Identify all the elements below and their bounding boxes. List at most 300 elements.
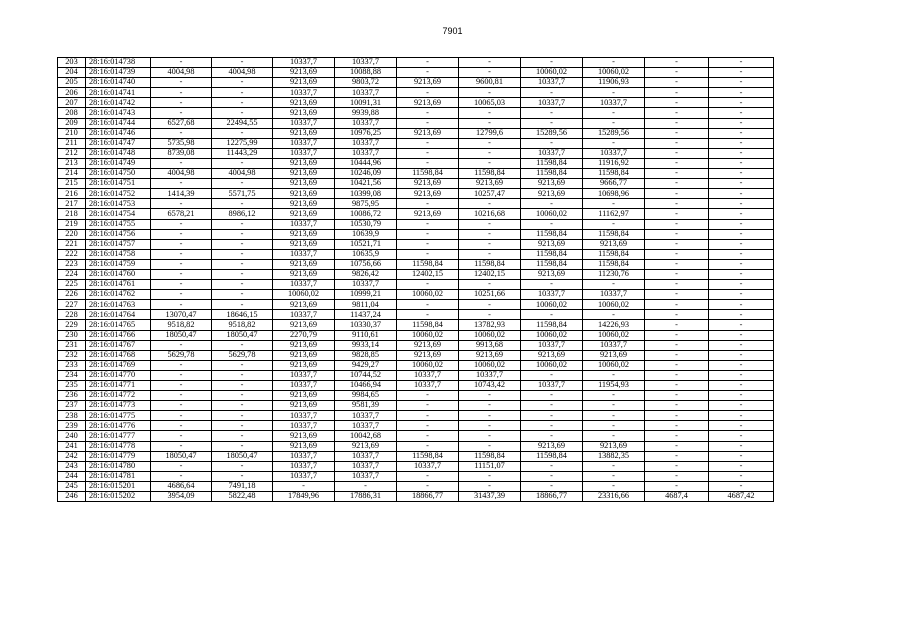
value-cell: - bbox=[397, 148, 459, 158]
value-cell: 5822,48 bbox=[212, 492, 273, 502]
cadastral-number-cell: 28:16:014772 bbox=[86, 391, 151, 401]
value-cell: 9213,69 bbox=[273, 199, 335, 209]
value-cell: - bbox=[521, 401, 583, 411]
row-number-cell: 212 bbox=[58, 148, 86, 158]
value-cell: 9213,69 bbox=[273, 431, 335, 441]
value-cell: - bbox=[212, 259, 273, 269]
value-cell: - bbox=[151, 280, 212, 290]
value-cell: 10337,7 bbox=[583, 290, 645, 300]
cadastral-number-cell: 28:16:014775 bbox=[86, 411, 151, 421]
value-cell: - bbox=[521, 461, 583, 471]
value-cell: 11598,84 bbox=[583, 169, 645, 179]
value-cell: - bbox=[645, 249, 709, 259]
table-row bbox=[58, 350, 774, 360]
value-cell: - bbox=[709, 461, 774, 471]
value-cell: - bbox=[459, 108, 521, 118]
value-cell: 10337,7 bbox=[273, 471, 335, 481]
value-cell: 17849,96 bbox=[273, 492, 335, 502]
value-cell: - bbox=[151, 179, 212, 189]
value-cell: 10060,02 bbox=[397, 290, 459, 300]
value-cell: 9213,69 bbox=[583, 441, 645, 451]
row-number-cell: 228 bbox=[58, 310, 86, 320]
value-cell: 22494,55 bbox=[212, 118, 273, 128]
value-cell: 11598,84 bbox=[521, 249, 583, 259]
value-cell: - bbox=[212, 421, 273, 431]
value-cell: 15289,56 bbox=[521, 128, 583, 138]
value-cell: - bbox=[709, 441, 774, 451]
value-cell: - bbox=[212, 98, 273, 108]
value-cell: - bbox=[521, 138, 583, 148]
value-cell: - bbox=[709, 108, 774, 118]
value-cell: - bbox=[151, 98, 212, 108]
value-cell: 9213,69 bbox=[273, 128, 335, 138]
cadastral-number-cell: 28:16:014759 bbox=[86, 259, 151, 269]
value-cell: - bbox=[151, 461, 212, 471]
value-cell: - bbox=[459, 421, 521, 431]
value-cell: - bbox=[151, 158, 212, 168]
value-cell: - bbox=[709, 88, 774, 98]
value-cell: - bbox=[709, 290, 774, 300]
row-number-cell: 208 bbox=[58, 108, 86, 118]
cadastral-number-cell: 28:16:014743 bbox=[86, 108, 151, 118]
value-cell: - bbox=[645, 280, 709, 290]
value-cell: - bbox=[212, 269, 273, 279]
value-cell: 9875,95 bbox=[335, 199, 397, 209]
cadastral-number-cell: 28:16:014778 bbox=[86, 441, 151, 451]
value-cell: 9213,69 bbox=[397, 340, 459, 350]
value-cell: 10337,7 bbox=[583, 148, 645, 158]
value-cell: 10743,42 bbox=[459, 381, 521, 391]
value-cell: - bbox=[709, 78, 774, 88]
value-cell: - bbox=[583, 481, 645, 491]
value-cell: 23316,66 bbox=[583, 492, 645, 502]
value-cell: 9213,69 bbox=[583, 239, 645, 249]
value-cell: - bbox=[583, 421, 645, 431]
table-row bbox=[58, 411, 774, 421]
value-cell: 10337,7 bbox=[273, 58, 335, 68]
value-cell: - bbox=[521, 310, 583, 320]
row-number-cell: 219 bbox=[58, 219, 86, 229]
row-number-cell: 213 bbox=[58, 158, 86, 168]
cadastral-number-cell: 28:16:014763 bbox=[86, 300, 151, 310]
value-cell: 10337,7 bbox=[273, 310, 335, 320]
value-cell: - bbox=[212, 431, 273, 441]
table-row bbox=[58, 370, 774, 380]
table-row bbox=[58, 189, 774, 199]
value-cell: - bbox=[709, 310, 774, 320]
value-cell: 9518,82 bbox=[212, 320, 273, 330]
row-number-cell: 224 bbox=[58, 269, 86, 279]
value-cell: 10337,7 bbox=[521, 148, 583, 158]
cadastral-number-cell: 28:16:014742 bbox=[86, 98, 151, 108]
value-cell: 9213,69 bbox=[397, 189, 459, 199]
value-cell: 11598,84 bbox=[521, 169, 583, 179]
value-cell: - bbox=[212, 58, 273, 68]
value-cell: 10337,7 bbox=[335, 471, 397, 481]
row-number-cell: 244 bbox=[58, 471, 86, 481]
value-cell: 9213,69 bbox=[397, 128, 459, 138]
cadastral-number-cell: 28:16:014776 bbox=[86, 421, 151, 431]
value-cell: - bbox=[583, 370, 645, 380]
row-number-cell: 232 bbox=[58, 350, 86, 360]
value-cell: - bbox=[397, 108, 459, 118]
value-cell: 9213,69 bbox=[521, 179, 583, 189]
value-cell: - bbox=[521, 280, 583, 290]
value-cell: - bbox=[397, 441, 459, 451]
value-cell: - bbox=[521, 481, 583, 491]
value-cell: - bbox=[709, 189, 774, 199]
value-cell: 10744,52 bbox=[335, 370, 397, 380]
value-cell: 9429,27 bbox=[335, 360, 397, 370]
row-number-cell: 204 bbox=[58, 68, 86, 78]
value-cell: 9213,69 bbox=[273, 158, 335, 168]
value-cell: 9666,77 bbox=[583, 179, 645, 189]
value-cell: 9213,69 bbox=[273, 68, 335, 78]
value-cell: 10337,7 bbox=[273, 280, 335, 290]
value-cell: - bbox=[645, 199, 709, 209]
row-number-cell: 225 bbox=[58, 280, 86, 290]
value-cell: - bbox=[459, 88, 521, 98]
value-cell: 10337,7 bbox=[273, 138, 335, 148]
value-cell: 4687,42 bbox=[709, 492, 774, 502]
value-cell: 12275,99 bbox=[212, 138, 273, 148]
value-cell: 18050,47 bbox=[151, 330, 212, 340]
value-cell: 10060,02 bbox=[521, 68, 583, 78]
value-cell: - bbox=[709, 401, 774, 411]
cadastral-number-cell: 28:16:014765 bbox=[86, 320, 151, 330]
value-cell: 11598,84 bbox=[459, 169, 521, 179]
value-cell: 9213,69 bbox=[521, 189, 583, 199]
value-cell: - bbox=[459, 148, 521, 158]
value-cell: - bbox=[151, 199, 212, 209]
cadastral-number-cell: 28:16:014769 bbox=[86, 360, 151, 370]
value-cell: - bbox=[151, 421, 212, 431]
value-cell: - bbox=[459, 68, 521, 78]
value-cell: - bbox=[151, 441, 212, 451]
value-cell: - bbox=[709, 169, 774, 179]
cadastral-number-cell: 28:16:014753 bbox=[86, 199, 151, 209]
value-cell: 9213,69 bbox=[273, 229, 335, 239]
value-cell: 10060,02 bbox=[583, 360, 645, 370]
value-cell: - bbox=[397, 58, 459, 68]
row-number-cell: 207 bbox=[58, 98, 86, 108]
cadastral-number-cell: 28:16:014749 bbox=[86, 158, 151, 168]
value-cell: 13882,35 bbox=[583, 451, 645, 461]
value-cell: - bbox=[521, 391, 583, 401]
value-cell: - bbox=[709, 138, 774, 148]
value-cell: 10337,7 bbox=[273, 370, 335, 380]
value-cell: 10444,96 bbox=[335, 158, 397, 168]
value-cell: 7491,18 bbox=[212, 481, 273, 491]
value-cell: - bbox=[645, 320, 709, 330]
row-number-cell: 227 bbox=[58, 300, 86, 310]
value-cell: 9213,69 bbox=[397, 98, 459, 108]
value-cell: 11598,84 bbox=[583, 249, 645, 259]
value-cell: - bbox=[212, 290, 273, 300]
cadastral-number-cell: 28:16:014758 bbox=[86, 249, 151, 259]
value-cell: - bbox=[645, 471, 709, 481]
value-cell: - bbox=[459, 441, 521, 451]
value-cell: 1414,39 bbox=[151, 189, 212, 199]
value-cell: - bbox=[645, 269, 709, 279]
row-number-cell: 231 bbox=[58, 340, 86, 350]
value-cell: 18050,47 bbox=[212, 451, 273, 461]
value-cell: - bbox=[709, 370, 774, 380]
row-number-cell: 236 bbox=[58, 391, 86, 401]
value-cell: - bbox=[709, 179, 774, 189]
value-cell: 10337,7 bbox=[273, 249, 335, 259]
value-cell: - bbox=[212, 401, 273, 411]
value-cell: - bbox=[459, 280, 521, 290]
value-cell: - bbox=[709, 340, 774, 350]
value-cell: 10337,7 bbox=[397, 381, 459, 391]
value-cell: - bbox=[212, 441, 273, 451]
value-cell: 5629,78 bbox=[212, 350, 273, 360]
value-cell: 9213,69 bbox=[273, 340, 335, 350]
table-row bbox=[58, 219, 774, 229]
value-cell: - bbox=[459, 118, 521, 128]
value-cell: - bbox=[151, 58, 212, 68]
row-number-cell: 234 bbox=[58, 370, 86, 380]
value-cell: - bbox=[459, 239, 521, 249]
cadastral-number-cell: 28:16:014770 bbox=[86, 370, 151, 380]
cadastral-number-cell: 28:16:014750 bbox=[86, 169, 151, 179]
cadastral-number-cell: 28:16:014761 bbox=[86, 280, 151, 290]
row-number-cell: 217 bbox=[58, 199, 86, 209]
row-number-cell: 240 bbox=[58, 431, 86, 441]
value-cell: - bbox=[273, 481, 335, 491]
value-cell: - bbox=[397, 239, 459, 249]
value-cell: 10399,08 bbox=[335, 189, 397, 199]
table-row bbox=[58, 98, 774, 108]
value-cell: - bbox=[709, 209, 774, 219]
value-cell: 10337,7 bbox=[521, 381, 583, 391]
value-cell: 10257,47 bbox=[459, 189, 521, 199]
value-cell: 11916,92 bbox=[583, 158, 645, 168]
value-cell: - bbox=[645, 108, 709, 118]
value-cell: 9213,69 bbox=[273, 78, 335, 88]
value-cell: 18646,15 bbox=[212, 310, 273, 320]
row-number-cell: 241 bbox=[58, 441, 86, 451]
value-cell: 10060,02 bbox=[521, 360, 583, 370]
value-cell: - bbox=[709, 411, 774, 421]
value-cell: - bbox=[645, 98, 709, 108]
row-number-cell: 222 bbox=[58, 249, 86, 259]
value-cell: 10088,88 bbox=[335, 68, 397, 78]
value-cell: 2270,79 bbox=[273, 330, 335, 340]
value-cell: 10521,71 bbox=[335, 239, 397, 249]
value-cell: 9213,69 bbox=[521, 269, 583, 279]
value-cell: - bbox=[583, 411, 645, 421]
row-number-cell: 214 bbox=[58, 169, 86, 179]
value-cell: - bbox=[459, 219, 521, 229]
value-cell: 4686,64 bbox=[151, 481, 212, 491]
value-cell: - bbox=[397, 391, 459, 401]
value-cell: - bbox=[151, 290, 212, 300]
value-cell: - bbox=[645, 179, 709, 189]
value-cell: 10065,03 bbox=[459, 98, 521, 108]
value-cell: - bbox=[521, 118, 583, 128]
value-cell: 10251,66 bbox=[459, 290, 521, 300]
value-cell: 10337,7 bbox=[521, 78, 583, 88]
value-cell: - bbox=[459, 431, 521, 441]
row-number-cell: 235 bbox=[58, 381, 86, 391]
value-cell: - bbox=[459, 138, 521, 148]
value-cell: - bbox=[521, 88, 583, 98]
value-cell: 11151,07 bbox=[459, 461, 521, 471]
value-cell: - bbox=[151, 239, 212, 249]
value-cell: 10337,7 bbox=[335, 58, 397, 68]
value-cell: - bbox=[709, 330, 774, 340]
value-cell: 10060,02 bbox=[459, 360, 521, 370]
table-row bbox=[58, 401, 774, 411]
table-row bbox=[58, 441, 774, 451]
row-number-cell: 245 bbox=[58, 481, 86, 491]
value-cell: - bbox=[583, 471, 645, 481]
cadastral-number-cell: 28:16:014746 bbox=[86, 128, 151, 138]
value-cell: - bbox=[459, 300, 521, 310]
value-cell: - bbox=[212, 249, 273, 259]
value-cell: - bbox=[709, 58, 774, 68]
value-cell: - bbox=[645, 330, 709, 340]
value-cell: - bbox=[645, 68, 709, 78]
cadastral-number-cell: 28:16:014755 bbox=[86, 219, 151, 229]
value-cell: 10337,7 bbox=[397, 370, 459, 380]
value-cell: 10337,7 bbox=[335, 138, 397, 148]
value-cell: 10976,25 bbox=[335, 128, 397, 138]
value-cell: 11598,84 bbox=[521, 259, 583, 269]
cadastral-number-cell: 28:16:014768 bbox=[86, 350, 151, 360]
value-cell: 18866,77 bbox=[521, 492, 583, 502]
value-cell: 10337,7 bbox=[459, 370, 521, 380]
value-cell: 9213,69 bbox=[273, 350, 335, 360]
value-cell: - bbox=[397, 68, 459, 78]
value-cell: 5629,78 bbox=[151, 350, 212, 360]
row-number-cell: 229 bbox=[58, 320, 86, 330]
table-row bbox=[58, 249, 774, 259]
value-cell: - bbox=[151, 88, 212, 98]
value-cell: 10091,31 bbox=[335, 98, 397, 108]
table-row bbox=[58, 148, 774, 158]
value-cell: 10086,72 bbox=[335, 209, 397, 219]
value-cell: - bbox=[583, 88, 645, 98]
value-cell: - bbox=[397, 118, 459, 128]
table-row bbox=[58, 431, 774, 441]
value-cell: 10337,7 bbox=[273, 421, 335, 431]
value-cell: 10337,7 bbox=[273, 219, 335, 229]
value-cell: 4004,98 bbox=[151, 68, 212, 78]
cadastral-number-cell: 28:16:014764 bbox=[86, 310, 151, 320]
value-cell: 5571,75 bbox=[212, 189, 273, 199]
value-cell: 10337,7 bbox=[335, 280, 397, 290]
value-cell: 10060,02 bbox=[273, 290, 335, 300]
value-cell: 10337,7 bbox=[397, 461, 459, 471]
value-cell: - bbox=[397, 310, 459, 320]
table-row bbox=[58, 269, 774, 279]
table-row bbox=[58, 320, 774, 330]
table-row bbox=[58, 118, 774, 128]
table-row bbox=[58, 169, 774, 179]
value-cell: - bbox=[397, 88, 459, 98]
value-cell: 9518,82 bbox=[151, 320, 212, 330]
value-cell: - bbox=[645, 381, 709, 391]
table-row bbox=[58, 381, 774, 391]
value-cell: - bbox=[709, 391, 774, 401]
value-cell: - bbox=[709, 320, 774, 330]
value-cell: 9213,69 bbox=[273, 179, 335, 189]
value-cell: - bbox=[709, 68, 774, 78]
table-row bbox=[58, 78, 774, 88]
value-cell: 10466,94 bbox=[335, 381, 397, 391]
value-cell: - bbox=[709, 471, 774, 481]
value-cell: 10337,7 bbox=[521, 290, 583, 300]
cadastral-number-cell: 28:16:014773 bbox=[86, 401, 151, 411]
value-cell: - bbox=[645, 229, 709, 239]
value-cell: 11437,24 bbox=[335, 310, 397, 320]
value-cell: - bbox=[151, 128, 212, 138]
value-cell: - bbox=[212, 300, 273, 310]
value-cell: 9213,69 bbox=[273, 169, 335, 179]
row-number-cell: 210 bbox=[58, 128, 86, 138]
value-cell: 10999,21 bbox=[335, 290, 397, 300]
table-row bbox=[58, 340, 774, 350]
value-cell: - bbox=[212, 461, 273, 471]
value-cell: 9213,69 bbox=[397, 179, 459, 189]
value-cell: 11598,84 bbox=[459, 451, 521, 461]
value-cell: - bbox=[583, 219, 645, 229]
value-cell: 10216,68 bbox=[459, 209, 521, 219]
value-cell: - bbox=[459, 58, 521, 68]
value-cell: 11598,84 bbox=[397, 259, 459, 269]
value-cell: - bbox=[645, 350, 709, 360]
value-cell: - bbox=[151, 300, 212, 310]
value-cell: - bbox=[459, 229, 521, 239]
table-row bbox=[58, 58, 774, 68]
row-number-cell: 215 bbox=[58, 179, 86, 189]
row-number-cell: 218 bbox=[58, 209, 86, 219]
value-cell: 11598,84 bbox=[521, 451, 583, 461]
table-row bbox=[58, 209, 774, 219]
value-cell: - bbox=[709, 148, 774, 158]
row-number-cell: 242 bbox=[58, 451, 86, 461]
value-cell: - bbox=[151, 391, 212, 401]
value-cell: - bbox=[397, 411, 459, 421]
cadastral-number-cell: 28:16:014739 bbox=[86, 68, 151, 78]
row-number-cell: 246 bbox=[58, 492, 86, 502]
table-row bbox=[58, 138, 774, 148]
value-cell: 3954,09 bbox=[151, 492, 212, 502]
value-cell: - bbox=[397, 300, 459, 310]
value-cell: 10060,02 bbox=[397, 360, 459, 370]
value-cell: 10060,02 bbox=[521, 330, 583, 340]
row-number-cell: 206 bbox=[58, 88, 86, 98]
value-cell: - bbox=[397, 280, 459, 290]
value-cell: - bbox=[212, 280, 273, 290]
value-cell: 10337,7 bbox=[335, 148, 397, 158]
value-cell: 9933,14 bbox=[335, 340, 397, 350]
value-cell: 10337,7 bbox=[273, 118, 335, 128]
table-row bbox=[58, 471, 774, 481]
value-cell: - bbox=[709, 280, 774, 290]
cadastral-number-cell: 28:16:014757 bbox=[86, 239, 151, 249]
value-cell: - bbox=[645, 411, 709, 421]
value-cell: - bbox=[645, 421, 709, 431]
value-cell: - bbox=[521, 471, 583, 481]
value-cell: 9581,39 bbox=[335, 401, 397, 411]
value-cell: - bbox=[212, 381, 273, 391]
value-cell: - bbox=[459, 401, 521, 411]
value-cell: 9213,69 bbox=[273, 320, 335, 330]
